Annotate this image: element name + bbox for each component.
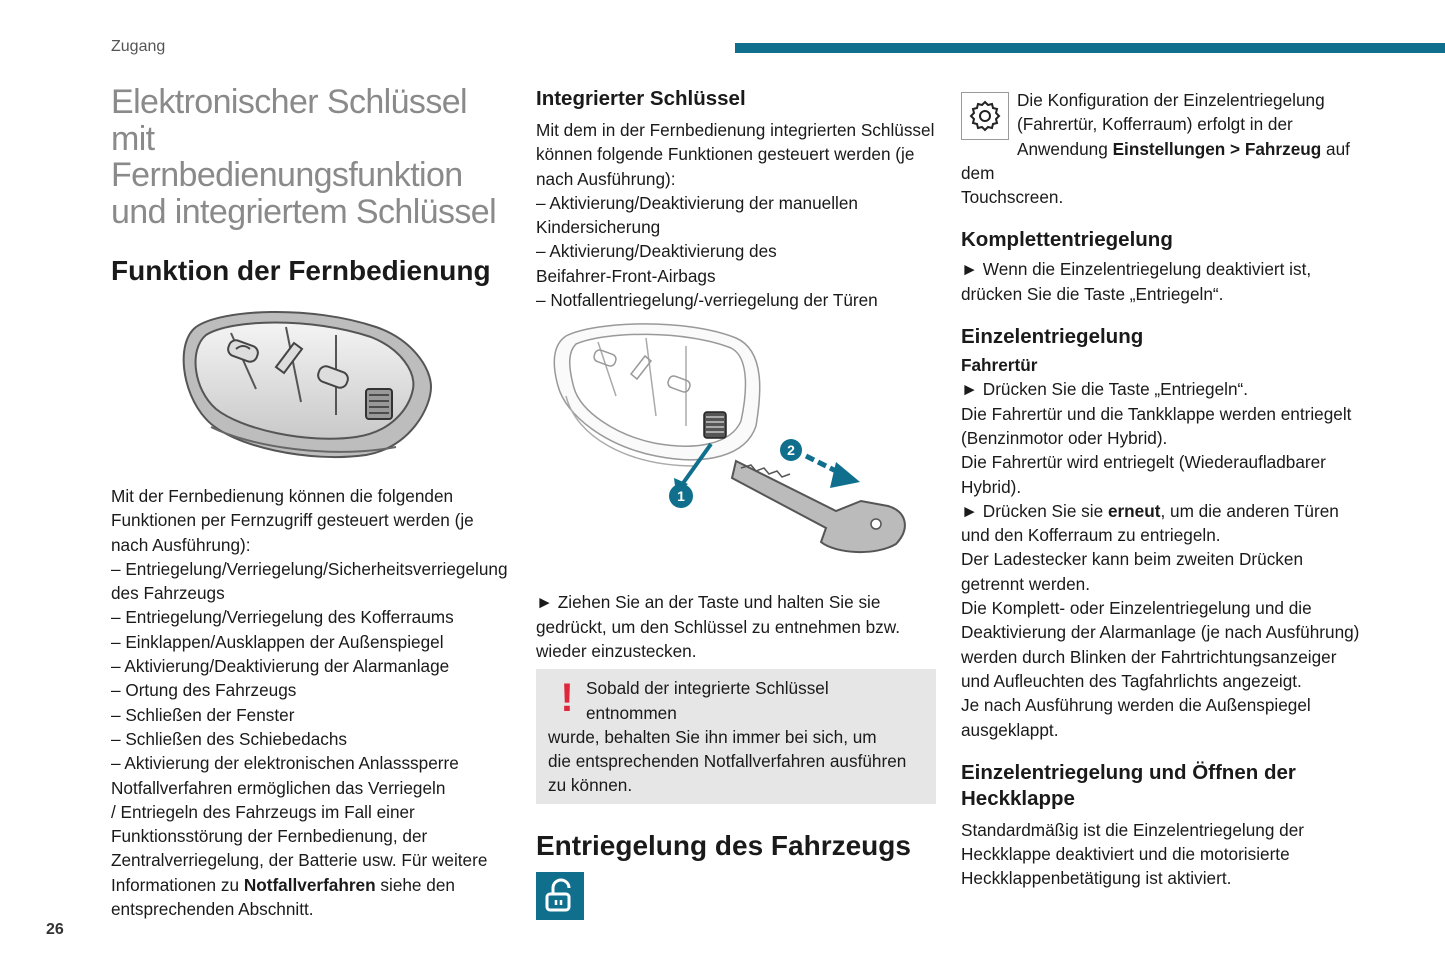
- section-label: Zugang: [111, 38, 166, 55]
- heading-tailgate-unlocking: Einzelentriegelung und Öffnen der Heckklappe: [961, 760, 1296, 810]
- step-label-2: 2: [787, 442, 795, 459]
- tailgate-text: Standardmäßig ist die Einzelentriegelung der Heckklappe deaktiviert und die motorisierte Heckklappenbetätigung ist aktiviert.: [961, 819, 1304, 889]
- header-accent-bar: [735, 43, 1445, 53]
- heading-integrated-key: Integrierter Schlüssel: [536, 87, 746, 110]
- remote-intro: Mit der Fernbedienung können die folgenden Funktionen per Fernzugriff gesteuert werden (je nach Ausführung):: [111, 486, 474, 555]
- list-item: des Fahrzeugs: [111, 583, 225, 604]
- list-item: – Ortung des Fahrzeugs: [111, 680, 297, 701]
- emergency-procedures-reference: Notfallverfahren: [243, 874, 376, 895]
- list-item: – Schließen der Fenster: [111, 704, 295, 725]
- list-item: – Notfallentriegelung/-verriegelung der Türen: [536, 290, 878, 311]
- settings-path: Einstellungen > Fahrzeug: [1112, 138, 1322, 159]
- column-middle: [536, 84, 936, 920]
- chapter-title: Elektronischer Schlüssel mit Fernbedienungsfunktion und integriertem Schlüssel: [111, 83, 497, 231]
- complete-unlocking-text: ► Wenn die Einzelentriegelung deaktiviert ist, drücken Sie die Taste „Entriegeln“.: [961, 259, 1312, 304]
- heading-driver-door: Fahrertür: [961, 355, 1038, 376]
- list-item: – Aktivierung/Deaktivierung der Alarmanlage: [111, 656, 450, 677]
- integrated-key-text: Mit dem in der Fernbedienung integrierten Schlüssel können folgende Funktionen gesteuert werden (je nach Ausführung): – Aktivierung/Deaktivierung der manuellen Kindersicherung – Aktivierung/Deaktivierung des Beifahrer-Front-Airbags – Notfallentriegelung/-verriegelung der Türen: [536, 118, 936, 312]
- warning-box: ! Sobald der integrierte Schlüssel entnommen wurde, behalten Sie ihn immer bei sich, um die entsprechenden Notfallverfahren ausführen zu können.: [536, 669, 936, 803]
- heading-complete-unlocking: Komplettentriegelung: [961, 228, 1173, 252]
- emergency-procedures-text: Notfallverfahren ermöglichen das Verriegeln / Entriegeln des Fahrzeugs im Fall einer Funktionsstörung der Fernbedienung, der Zentralverriegelung, der Batterie usw. Für weitere Informationen zu Notfallverfahren siehe den entsprechenden Abschnitt.: [111, 777, 488, 920]
- single-unlocking-text: ► Drücken Sie die Taste „Entriegeln“. Die Fahrertür und die Tankklappe werden entriegelt (Benzinmotor oder Hybrid). Die Fahrertür wird entriegelt (Wiederaufladbarer Hybrid). ► Drücken Sie sie erneut, um die anderen Türen und den Kofferraum zu entriegeln. Der Ladestecker kann beim zweiten Drücken getrennt werden. Die Komplett- oder Einzelentriegelung und die Deaktivierung der Alarmanlage (je nach Ausführung) werden durch Blinken der Fahrtrichtungsanzeiger und Aufleuchten des Tagfahrlichts angezeigt. Je nach Ausführung werden die Außenspiegel ausgeklappt.: [961, 379, 1360, 740]
- remote-key-illustration: [111, 297, 511, 472]
- warning-icon: !: [560, 676, 574, 721]
- list-item: – Entriegelung/Verriegelung/Sicherheitsverriegelung: [111, 558, 508, 579]
- list-item: – Aktivierung/Deaktivierung des: [536, 241, 777, 262]
- column-left: [111, 84, 511, 921]
- list-item: – Schließen des Schiebedachs: [111, 728, 348, 749]
- config-paragraph: Die Konfiguration der Einzelentriegelung (Fahrertür, Kofferraum) erfolgt in der Anwendung Einstellungen > Fahrzeug auf dem Touchscreen.: [961, 90, 1350, 208]
- heading-remote-function: Funktion der Fernbedienung: [111, 255, 491, 286]
- step-label-1: 1: [677, 488, 685, 505]
- key-removal-illustration: [536, 316, 936, 586]
- remove-key-instruction: ► Ziehen Sie an der Taste und halten Sie sie gedrückt, um den Schlüssel zu entnehmen bzw. wieder einzustecken.: [536, 592, 901, 661]
- heading-unlock-vehicle: Entriegelung des Fahrzeugs: [536, 829, 911, 861]
- page-number: 26: [46, 921, 64, 938]
- gear-icon: [961, 92, 1009, 140]
- heading-single-unlocking: Einzelentriegelung: [961, 325, 1144, 349]
- list-item: – Entriegelung/Verriegelung des Kofferraums: [111, 607, 454, 628]
- list-item: – Einklappen/Ausklappen der Außenspiegel: [111, 631, 444, 652]
- list-item: – Aktivierung/Deaktivierung der manuellen: [536, 192, 858, 213]
- list-item: – Aktivierung der elektronischen Anlasssperre: [111, 753, 459, 774]
- column-right: [961, 84, 1361, 891]
- remote-function-list: [111, 557, 511, 776]
- unlock-icon: [536, 872, 584, 920]
